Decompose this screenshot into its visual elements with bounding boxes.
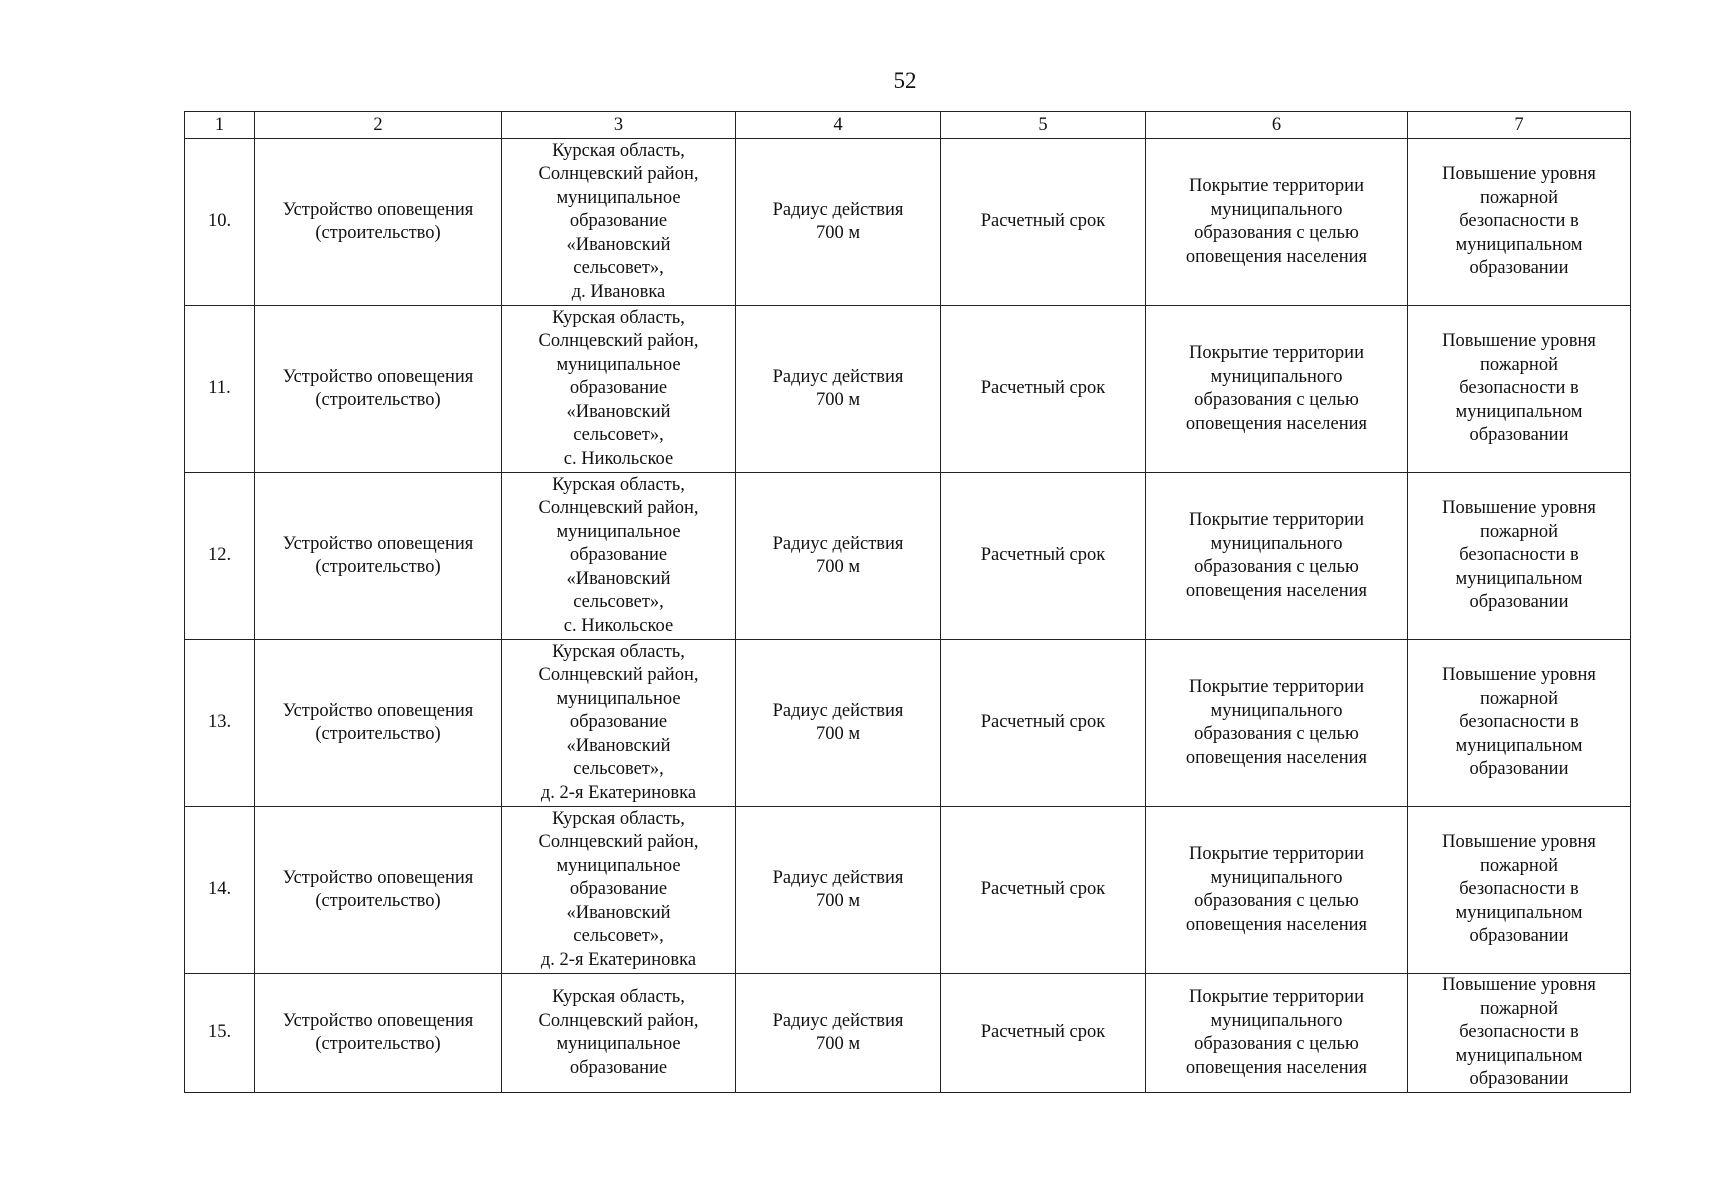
term-cell: Расчетный срок	[941, 807, 1146, 974]
work-cell: Устройство оповещения (строительство)	[255, 807, 502, 974]
effect-cell: Повышение уровня пожарной безопасности в муниципальном образовании	[1408, 306, 1631, 473]
effect-cell: Повышение уровня пожарной безопасности в муниципальном образовании	[1408, 473, 1631, 640]
parameter-cell: Радиус действия 700 м	[736, 974, 941, 1093]
row-number-cell: 13.	[185, 640, 255, 807]
work-cell: Устройство оповещения (строительство)	[255, 974, 502, 1093]
column-header-6: 6	[1146, 112, 1408, 139]
column-header-7: 7	[1408, 112, 1631, 139]
row-number-cell: 15.	[185, 974, 255, 1093]
header-row	[185, 112, 1631, 139]
row-number-cell: 14.	[185, 807, 255, 974]
column-header-1: 1	[185, 112, 255, 139]
work-cell: Устройство оповещения (строительство)	[255, 473, 502, 640]
effect-cell: Повышение уровня пожарной безопасности в муниципальном образовании	[1408, 139, 1631, 306]
location-cell: Курская область, Солнцевский район, муниципальное образование «Ивановский сельсовет», д. 2-я Екатериновка	[502, 807, 736, 974]
column-header-5: 5	[941, 112, 1146, 139]
purpose-cell: Покрытие территории муниципального образования с целью оповещения населения	[1146, 306, 1408, 473]
column-header-4: 4	[736, 112, 941, 139]
table-row	[185, 640, 1631, 807]
table-row	[185, 974, 1631, 1093]
term-cell: Расчетный срок	[941, 139, 1146, 306]
location-cell: Курская область, Солнцевский район, муниципальное образование «Ивановский сельсовет», с. Никольское	[502, 306, 736, 473]
page-number: 52	[893, 68, 917, 93]
table-row	[185, 473, 1631, 640]
row-number-cell: 12.	[185, 473, 255, 640]
purpose-cell: Покрытие территории муниципального образования с целью оповещения населения	[1146, 807, 1408, 974]
effect-cell: Повышение уровня пожарной безопасности в муниципальном образовании	[1408, 974, 1631, 1093]
location-cell: Курская область, Солнцевский район, муниципальное образование	[502, 974, 736, 1093]
row-number-cell: 11.	[185, 306, 255, 473]
table-row	[185, 807, 1631, 974]
work-cell: Устройство оповещения (строительство)	[255, 306, 502, 473]
purpose-cell: Покрытие территории муниципального образования с целью оповещения населения	[1146, 974, 1408, 1093]
term-cell: Расчетный срок	[941, 306, 1146, 473]
column-header-2: 2	[255, 112, 502, 139]
term-cell: Расчетный срок	[941, 974, 1146, 1093]
table-row	[185, 139, 1631, 306]
effect-cell: Повышение уровня пожарной безопасности в муниципальном образовании	[1408, 807, 1631, 974]
term-cell: Расчетный срок	[941, 473, 1146, 640]
purpose-cell: Покрытие территории муниципального образования с целью оповещения населения	[1146, 139, 1408, 306]
table-row	[185, 306, 1631, 473]
parameter-cell: Радиус действия 700 м	[736, 306, 941, 473]
location-cell: Курская область, Солнцевский район, муниципальное образование «Ивановский сельсовет», д. 2-я Екатериновка	[502, 640, 736, 807]
data-table	[184, 111, 1631, 1093]
parameter-cell: Радиус действия 700 м	[736, 473, 941, 640]
purpose-cell: Покрытие территории муниципального образования с целью оповещения населения	[1146, 640, 1408, 807]
location-cell: Курская область, Солнцевский район, муниципальное образование «Ивановский сельсовет», с. Никольское	[502, 473, 736, 640]
purpose-cell: Покрытие территории муниципального образования с целью оповещения населения	[1146, 473, 1408, 640]
location-cell: Курская область, Солнцевский район, муниципальное образование «Ивановский сельсовет», д. Ивановка	[502, 139, 736, 306]
column-header-3: 3	[502, 112, 736, 139]
term-cell: Расчетный срок	[941, 640, 1146, 807]
effect-cell: Повышение уровня пожарной безопасности в муниципальном образовании	[1408, 640, 1631, 807]
parameter-cell: Радиус действия 700 м	[736, 640, 941, 807]
parameter-cell: Радиус действия 700 м	[736, 139, 941, 306]
row-number-cell: 10.	[185, 139, 255, 306]
parameter-cell: Радиус действия 700 м	[736, 807, 941, 974]
work-cell: Устройство оповещения (строительство)	[255, 139, 502, 306]
work-cell: Устройство оповещения (строительство)	[255, 640, 502, 807]
